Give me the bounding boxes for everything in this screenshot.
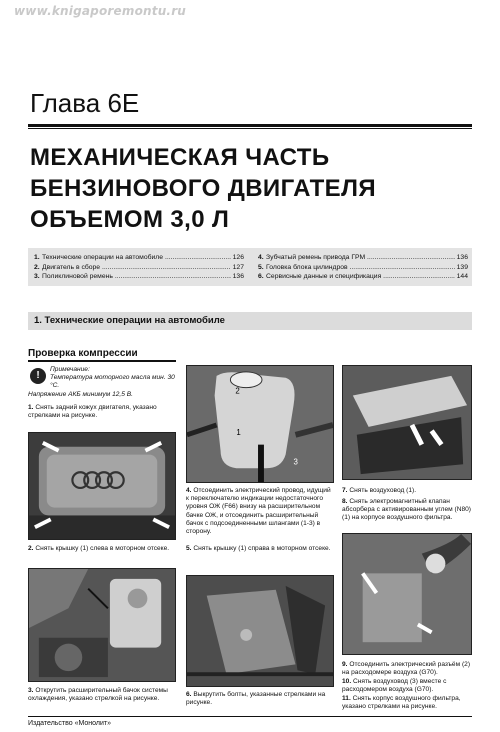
toc-page: 144 — [456, 273, 468, 280]
step-3: 3. Открутить расширительный бачок системы охлаждения, указано стрелкой на рисунке. — [28, 687, 168, 703]
chapter-title — [30, 142, 470, 235]
toc-title: Головка блока цилиндров ..... — [266, 263, 455, 273]
footer-rule — [28, 716, 472, 717]
step-2: 2. Снять крышку (1) слева в моторном отсеке. — [28, 545, 170, 552]
step-4: 4. Отсоединить электрический провод, идущий к переключателю индикации недостаточного уровня ОЖ (F66) внизу на расширительном бачке ОЖ, и отсоединить расширительный бачок с подсоединенными шлангами (1-3) в сторону. — [186, 487, 331, 536]
watermark: www.knigaporemontu.ru — [14, 4, 187, 18]
toc-column-left — [34, 253, 244, 282]
note-label: Примечание: — [50, 366, 90, 373]
callout-1: 1 — [236, 427, 241, 437]
toc-title: Технические операции на автомобиле ..... — [42, 253, 231, 263]
photo-expansion-tank — [186, 365, 334, 483]
toc-page: 136 — [232, 273, 244, 280]
toc-title: Зубчатый ремень привода ГРМ ..... — [266, 253, 455, 263]
step-11: 11. Снять корпус воздушного фильтра, указано стрелками на рисунке. — [342, 695, 461, 711]
voltage-note: Напряжение АКБ минимум 12,5 В. — [28, 391, 133, 398]
toc-page: 136 — [456, 254, 468, 261]
step-7: 7. Снять воздуховод (1). — [342, 487, 417, 494]
toc-page: 127 — [232, 263, 244, 271]
toc-number: 1. — [34, 254, 40, 261]
toc-entry[interactable] — [34, 272, 244, 282]
photo-right-cover — [186, 575, 334, 687]
toc-title: Двигатель в сборе ..... — [42, 263, 231, 273]
chapter-rule-thin — [28, 128, 472, 129]
photo-air-duct — [342, 365, 472, 480]
callout-3: 3 — [293, 457, 298, 467]
toc-page: 126 — [232, 254, 244, 261]
toc-entry[interactable] — [258, 272, 468, 282]
toc-entry[interactable] — [258, 253, 468, 263]
title-line-2: БЕНЗИНОВОГО ДВИГАТЕЛЯ — [30, 175, 376, 202]
toc-entry[interactable] — [34, 263, 244, 273]
step-9: 9. Отсоединить электрический разъём (2) на расходомере воздуха (G70). — [342, 661, 471, 677]
photo-left-cover — [28, 568, 176, 682]
section-heading: 1. Технические операции на автомобиле — [28, 312, 472, 330]
toc-entry[interactable] — [258, 263, 468, 273]
step-1: 1. Снять задний кожух двигателя, указано стрелками на рисунке. — [28, 404, 157, 420]
toc-number: 3. — [34, 273, 40, 280]
toc-number: 5. — [258, 263, 264, 271]
title-line-3: ОБЪЕМОМ 3,0 Л — [30, 206, 230, 233]
toc-page: 139 — [456, 263, 468, 271]
title-line-1: МЕХАНИЧЕСКАЯ ЧАСТЬ — [30, 144, 330, 171]
note-block — [50, 366, 180, 390]
toc-column-right — [258, 253, 468, 282]
chapter-heading: Глава 6Е — [30, 88, 140, 118]
subsection-rule — [28, 360, 176, 362]
step-6: 6. Выкрутить болты, указанные стрелками на рисунке. — [186, 691, 326, 707]
toc-number: 4. — [258, 254, 264, 261]
step-10: 10. Снять воздуховод (3) вместе с расходомером воздуха (G70). — [342, 678, 447, 694]
table-of-contents — [28, 248, 472, 286]
step-5: 5. Снять крышку (1) справа в моторном отсеке. — [186, 545, 331, 552]
callout-2: 2 — [235, 386, 240, 396]
photo-air-filter — [342, 533, 472, 655]
toc-title: Поликлиновой ремень ..... — [42, 272, 231, 282]
footer-publisher: Издательство «Монолит» — [28, 720, 112, 727]
toc-number: 2. — [34, 263, 40, 271]
note-text: Температура моторного масла мин. 30 °C. — [50, 374, 175, 389]
photo-engine-cover — [28, 432, 176, 540]
toc-title: Сервисные данные и спецификация ..... — [266, 272, 455, 282]
warning-icon: ! — [30, 368, 46, 384]
step-8: 8. Снять электромагнитный клапан абсорбера с активированным углем (N80) (1) на корпусе воздушного фильтра. — [342, 498, 471, 522]
toc-entry[interactable] — [34, 253, 244, 263]
chapter-rule — [28, 124, 472, 127]
toc-number: 6. — [258, 273, 264, 280]
subsection-heading: Проверка компрессии — [28, 348, 138, 359]
